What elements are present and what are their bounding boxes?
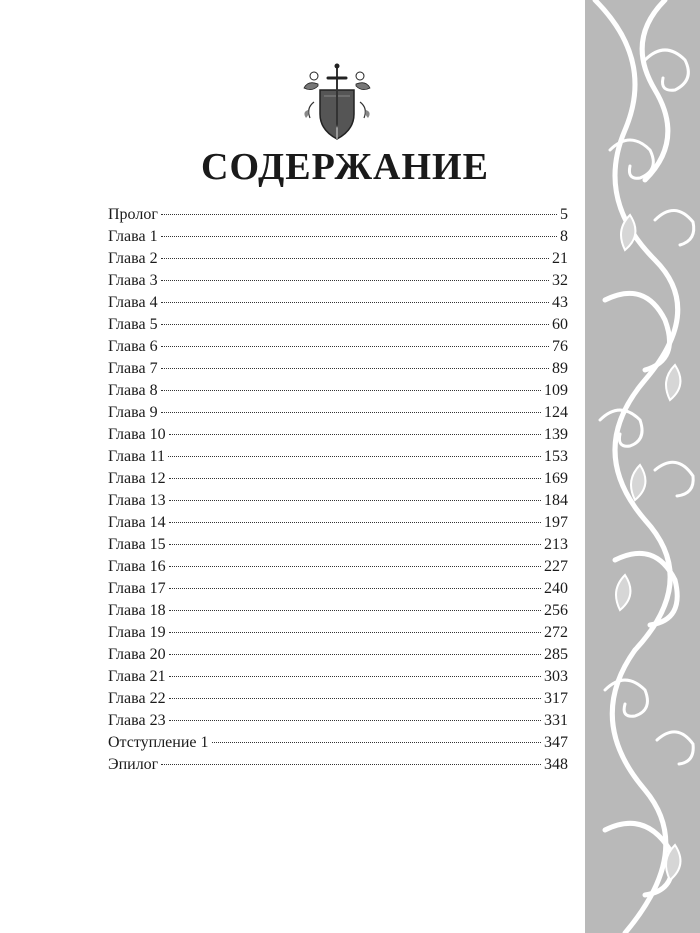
toc-entry-page-number: 89 — [552, 360, 568, 377]
toc-entry-page-number: 153 — [544, 448, 568, 465]
toc-dot-leader — [169, 522, 541, 523]
toc-entry — [108, 754, 568, 776]
toc-entry-page-number: 21 — [552, 250, 568, 267]
toc-entry-label: Глава 6 — [108, 338, 158, 355]
toc-dot-leader — [169, 632, 541, 633]
toc-entry-page-number: 256 — [544, 602, 568, 619]
toc-dot-leader — [161, 302, 549, 303]
toc-entry — [108, 512, 568, 534]
toc-entry-label: Глава 4 — [108, 294, 158, 311]
toc-entry — [108, 292, 568, 314]
toc-entry-label: Глава 18 — [108, 602, 166, 619]
toc-dot-leader — [169, 588, 541, 589]
toc-entry-label: Глава 3 — [108, 272, 158, 289]
toc-dot-leader — [161, 764, 541, 765]
toc-entry — [108, 710, 568, 732]
toc-dot-leader — [169, 610, 541, 611]
toc-entry-page-number: 76 — [552, 338, 568, 355]
sword-shield-emblem-icon — [300, 62, 374, 142]
toc-entry-label: Глава 2 — [108, 250, 158, 267]
toc-entry-page-number: 317 — [544, 690, 568, 707]
toc-dot-leader — [169, 566, 541, 567]
table-of-contents — [108, 204, 568, 776]
toc-entry — [108, 446, 568, 468]
toc-entry-page-number: 227 — [544, 558, 568, 575]
toc-entry-label: Глава 22 — [108, 690, 166, 707]
toc-entry-page-number: 32 — [552, 272, 568, 289]
toc-entry — [108, 358, 568, 380]
toc-entry-page-number: 347 — [544, 734, 568, 751]
toc-entry-label: Глава 8 — [108, 382, 158, 399]
toc-entry-label: Глава 5 — [108, 316, 158, 333]
toc-entry-label: Пролог — [108, 206, 158, 223]
toc-entry — [108, 666, 568, 688]
toc-dot-leader — [169, 544, 541, 545]
toc-entry — [108, 732, 568, 754]
toc-dot-leader — [161, 390, 541, 391]
toc-entry — [108, 534, 568, 556]
toc-entry — [108, 402, 568, 424]
toc-entry-label: Отступление 1 — [108, 734, 209, 751]
toc-entry-page-number: 240 — [544, 580, 568, 597]
toc-entry-page-number: 169 — [544, 470, 568, 487]
toc-dot-leader — [169, 434, 541, 435]
toc-entry — [108, 688, 568, 710]
toc-entry-label: Глава 1 — [108, 228, 158, 245]
toc-dot-leader — [161, 258, 549, 259]
toc-entry — [108, 424, 568, 446]
toc-entry-label: Глава 15 — [108, 536, 166, 553]
toc-entry-label: Глава 16 — [108, 558, 166, 575]
toc-entry — [108, 380, 568, 402]
toc-entry-label: Глава 19 — [108, 624, 166, 641]
toc-entry-label: Глава 14 — [108, 514, 166, 531]
toc-entry-label: Глава 17 — [108, 580, 166, 597]
toc-dot-leader — [169, 478, 541, 479]
toc-entry-page-number: 272 — [544, 624, 568, 641]
toc-entry-page-number: 184 — [544, 492, 568, 509]
toc-dot-leader — [161, 412, 541, 413]
toc-entry — [108, 644, 568, 666]
toc-entry — [108, 314, 568, 336]
toc-dot-leader — [161, 280, 549, 281]
toc-entry — [108, 204, 568, 226]
toc-entry-label: Глава 23 — [108, 712, 166, 729]
toc-dot-leader — [169, 500, 541, 501]
toc-entry-page-number: 285 — [544, 646, 568, 663]
toc-dot-leader — [161, 346, 549, 347]
toc-dot-leader — [169, 676, 541, 677]
toc-entry — [108, 468, 568, 490]
toc-entry — [108, 622, 568, 644]
toc-entry-label: Глава 20 — [108, 646, 166, 663]
toc-entry-label: Глава 12 — [108, 470, 166, 487]
toc-entry-page-number: 109 — [544, 382, 568, 399]
toc-dot-leader — [168, 456, 541, 457]
toc-dot-leader — [161, 236, 557, 237]
toc-entry — [108, 556, 568, 578]
toc-entry-label: Глава 13 — [108, 492, 166, 509]
toc-entry — [108, 226, 568, 248]
toc-entry-page-number: 43 — [552, 294, 568, 311]
toc-entry-label: Глава 21 — [108, 668, 166, 685]
toc-entry-page-number: 213 — [544, 536, 568, 553]
toc-dot-leader — [169, 720, 541, 721]
toc-entry-label: Глава 11 — [108, 448, 165, 465]
toc-dot-leader — [161, 324, 549, 325]
toc-entry — [108, 490, 568, 512]
toc-entry-page-number: 5 — [560, 206, 568, 223]
toc-entry — [108, 578, 568, 600]
toc-entry — [108, 600, 568, 622]
toc-entry-label: Эпилог — [108, 756, 159, 773]
floral-border-icon — [585, 0, 700, 933]
toc-entry-label: Глава 10 — [108, 426, 166, 443]
toc-entry — [108, 248, 568, 270]
toc-entry — [108, 270, 568, 292]
toc-entry — [108, 336, 568, 358]
toc-entry-page-number: 331 — [544, 712, 568, 729]
toc-entry-page-number: 60 — [552, 316, 568, 333]
toc-dot-leader — [161, 214, 557, 215]
toc-entry-page-number: 303 — [544, 668, 568, 685]
toc-dot-leader — [161, 368, 549, 369]
toc-entry-page-number: 197 — [544, 514, 568, 531]
toc-dot-leader — [169, 698, 541, 699]
toc-entry-page-number: 8 — [560, 228, 568, 245]
toc-dot-leader — [169, 654, 541, 655]
page-title: СОДЕРЖАНИЕ — [201, 146, 489, 188]
toc-entry-page-number: 124 — [544, 404, 568, 421]
toc-entry-label: Глава 9 — [108, 404, 158, 421]
toc-entry-page-number: 348 — [544, 756, 568, 773]
toc-entry-page-number: 139 — [544, 426, 568, 443]
toc-entry-label: Глава 7 — [108, 360, 158, 377]
toc-dot-leader — [212, 742, 542, 743]
